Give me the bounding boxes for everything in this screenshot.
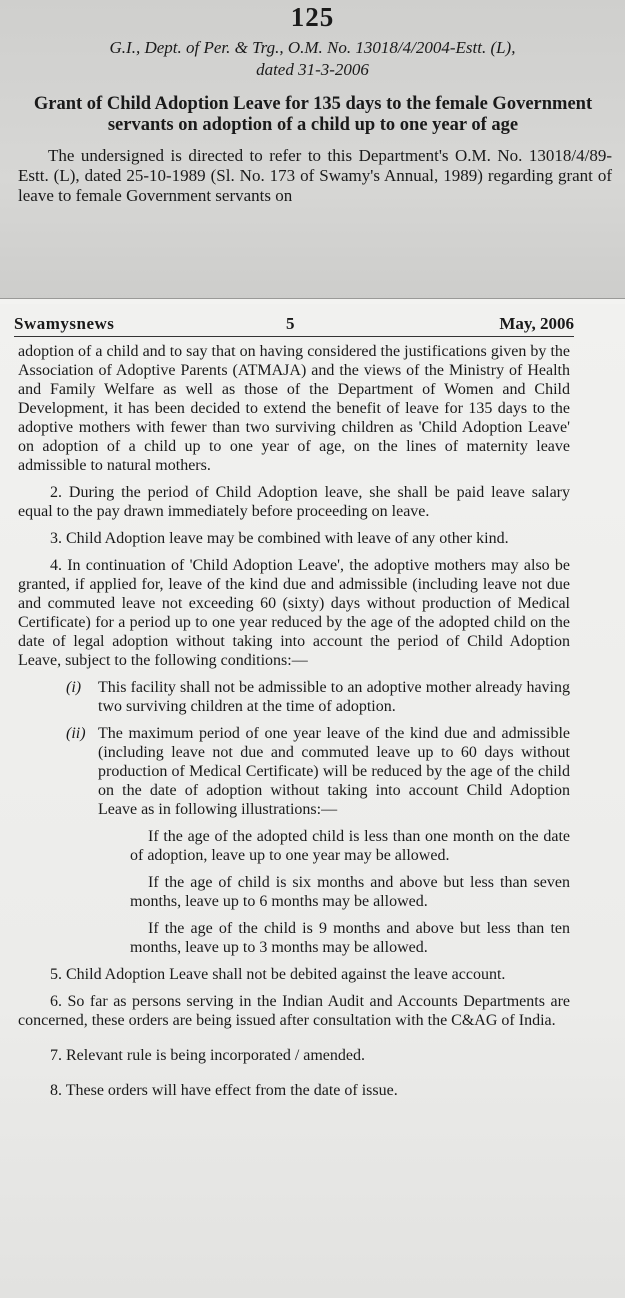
paragraph-1: adoption of a child and to say that on having considered the justifications given by the Association of Adoptive Parents (ATMAJA) and the views of the Ministry of Health and Family Welfare as well as those of the Department of Women and Child Development, it has been decided to extend the benefit of leave for 135 days to the adoptive mothers with fewer than two surviving children as 'Child Adoption Leave' on adoption of a child up to one year of age, on the lines of maternity leave admissible to natural mothers. <box>18 343 570 474</box>
illustration-1: If the age of the adopted child is less than one month on the date of adoption, leave up to one year may be allowed. <box>130 828 570 864</box>
publication-name: Swamysnews <box>14 314 115 333</box>
paragraph-6: 6. So far as persons serving in the Indian Audit and Accounts Departments are concerned, these orders are being issued after consultation with the C&AG of India. <box>18 993 570 1029</box>
condition-1-number: (i) <box>66 679 82 696</box>
illustration-2: If the age of child is six months and above but less than seven months, leave up to 6 months may be allowed. <box>130 874 570 910</box>
condition-2-number: (ii) <box>66 725 86 742</box>
paragraph-3: 3. Child Adoption leave may be combined with leave of any other kind. <box>50 530 509 547</box>
document-body <box>18 342 570 1108</box>
scanned-newsletter-page <box>0 304 625 1298</box>
paragraph-2: 2. During the period of Child Adoption leave, she shall be paid leave salary equal to the pay drawn immediately before proceeding on leave. <box>18 484 570 520</box>
om-reference-line1: G.I., Dept. of Per. & Trg., O.M. No. 13018/4/2004-Estt. (L), <box>109 38 516 57</box>
scanned-top-section <box>0 0 625 300</box>
condition-1 <box>66 678 570 716</box>
issue-date: May, 2006 <box>499 314 574 333</box>
paragraph-4: 4. In continuation of 'Child Adoption Leave', the adoptive mothers may also be granted, if applied for, leave of the kind due and admissible (including leave not due and commuted leave not exceeding 60 (sixty) days without production of Medical Certificate) for a period up to one year reduced by the age of the adopted child on the date of legal adoption without taking into account the period of Child Adoption Leave, subject to the following conditions:— <box>18 557 570 669</box>
paragraph-5: 5. Child Adoption Leave shall not be debited against the leave account. <box>50 966 506 983</box>
condition-2-text: The maximum period of one year leave of the kind due and admissible (including leave not due and commuted leave up to 60 days without production of Medical Certificate) will be reduced by the age of the child on the date of adoption without taking into account Child Adoption Leave as in following illustrations:— <box>98 725 570 818</box>
condition-2 <box>66 724 570 819</box>
condition-1-text: This facility shall not be admissible to an adoptive mother already having two surviving children at the time of adoption. <box>98 679 570 715</box>
paragraph-7: 7. Relevant rule is being incorporated / amended. <box>50 1047 366 1064</box>
page-number: 125 <box>290 2 335 32</box>
order-title: Grant of Child Adoption Leave for 135 days to the female Government servants on adoption of a child up to one year of age <box>33 94 593 135</box>
newsletter-page-number: 5 <box>286 314 295 333</box>
running-header <box>14 314 574 337</box>
paragraph-8: 8. These orders will have effect from the date of issue. <box>50 1082 398 1099</box>
om-reference-line2: dated 31-3-2006 <box>256 60 369 79</box>
intro-paragraph: The undersigned is directed to refer to this Department's O.M. No. 13018/4/89-Estt. (L), dated 25-10-1989 (Sl. No. 173 of Swamy's Annual, 1989) regarding grant of leave to female Government servants on <box>18 146 612 205</box>
illustration-3: If the age of the child is 9 months and above but less than ten months, leave up to 3 months may be allowed. <box>130 920 570 956</box>
